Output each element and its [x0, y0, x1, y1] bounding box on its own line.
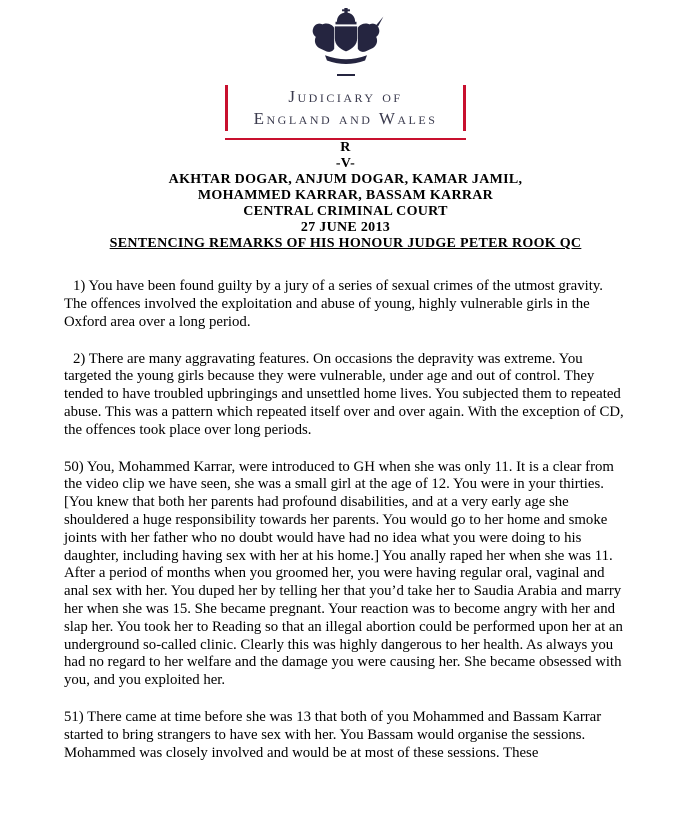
paragraph-2: 2) There are many aggravating features. On occasions the depravity was extreme. You targeted the young girls because they were vulnerable, under age and out of control. They tended to have troubled upbringings and unsettled home lives. You subjected them to repeated abuse. This was a pattern which repeated itself over and over again. With the exception of CD, the offences took place over long periods.	[64, 350, 624, 438]
org-name-line1: Judiciary of	[288, 87, 403, 106]
hearing-date: 27 JUNE 2013	[300, 220, 391, 236]
paragraph-51: 51) There came at time before she was 13 that both of you Mohammed and Bassam Karrar started to bring strangers to have sex with her. You Bassam would organise the sessions. Mohammed was closely involved and would be at most of these sessions. These	[64, 708, 602, 761]
sentencing-remarks-text	[64, 278, 627, 762]
crest-motto-dash	[337, 74, 355, 76]
document-body	[0, 140, 691, 762]
case-versus: -V-	[335, 156, 356, 172]
court-name: CENTRAL CRIMINAL COURT	[243, 204, 448, 220]
org-name-line2: England and Wales	[253, 109, 438, 129]
paragraph-50: 50) You, Mohammed Karrar, were introduced to GH when she was only 11. It is a clear from the video clip we have seen, she was a small girl at the age of 12. You were in your thirties. [You knew that both her parents had profound disabilities, and at a very early age she shouldered a huge responsibility towards her parents. You would go to her home and smoke joints with her father who no doubt would have had no idea what you were doing to his daughter, including having sex with her at his home.] You anally raped her when she was 11. After a period of months when you groomed her, you were having regular oral, vaginal and anal sex with her. You duped her by telling her that you’d take her to Saudia Arabia and marry her when she was 15. She became pregnant. Your reaction was to become angry with her and slap her. You took her to Reading so that an illegal abortion could be performed upon her at an underground so-called clinic. Clearly this was highly dangerous to her health. As always you had no regard to her welfare and the damage you were causing her. She became obsessed with you, and you exploited her.	[64, 458, 623, 689]
paragraph-1: 1) You have been found guilty by a jury of a series of sexual crimes of the utmost gravity. The offences involved the exploitation and abuse of young, highly vulnerable girls in the Oxford area over a long period.	[64, 278, 603, 330]
defendants-line2: MOHAMMED KARRAR, BASSAM KARRAR	[197, 188, 494, 204]
judiciary-masthead	[0, 0, 691, 140]
case-heading	[0, 140, 691, 252]
document-title: SENTENCING REMARKS OF HIS HONOUR JUDGE PETER ROOK QC	[109, 236, 582, 252]
defendants-line1: AKHTAR DOGAR, ANJUM DOGAR, KAMAR JAMIL,	[168, 172, 523, 188]
case-party-r: R	[340, 140, 351, 156]
royal-coat-of-arms-icon	[296, 8, 396, 76]
judiciary-wordmark	[225, 85, 467, 140]
red-bar-right	[463, 85, 466, 131]
